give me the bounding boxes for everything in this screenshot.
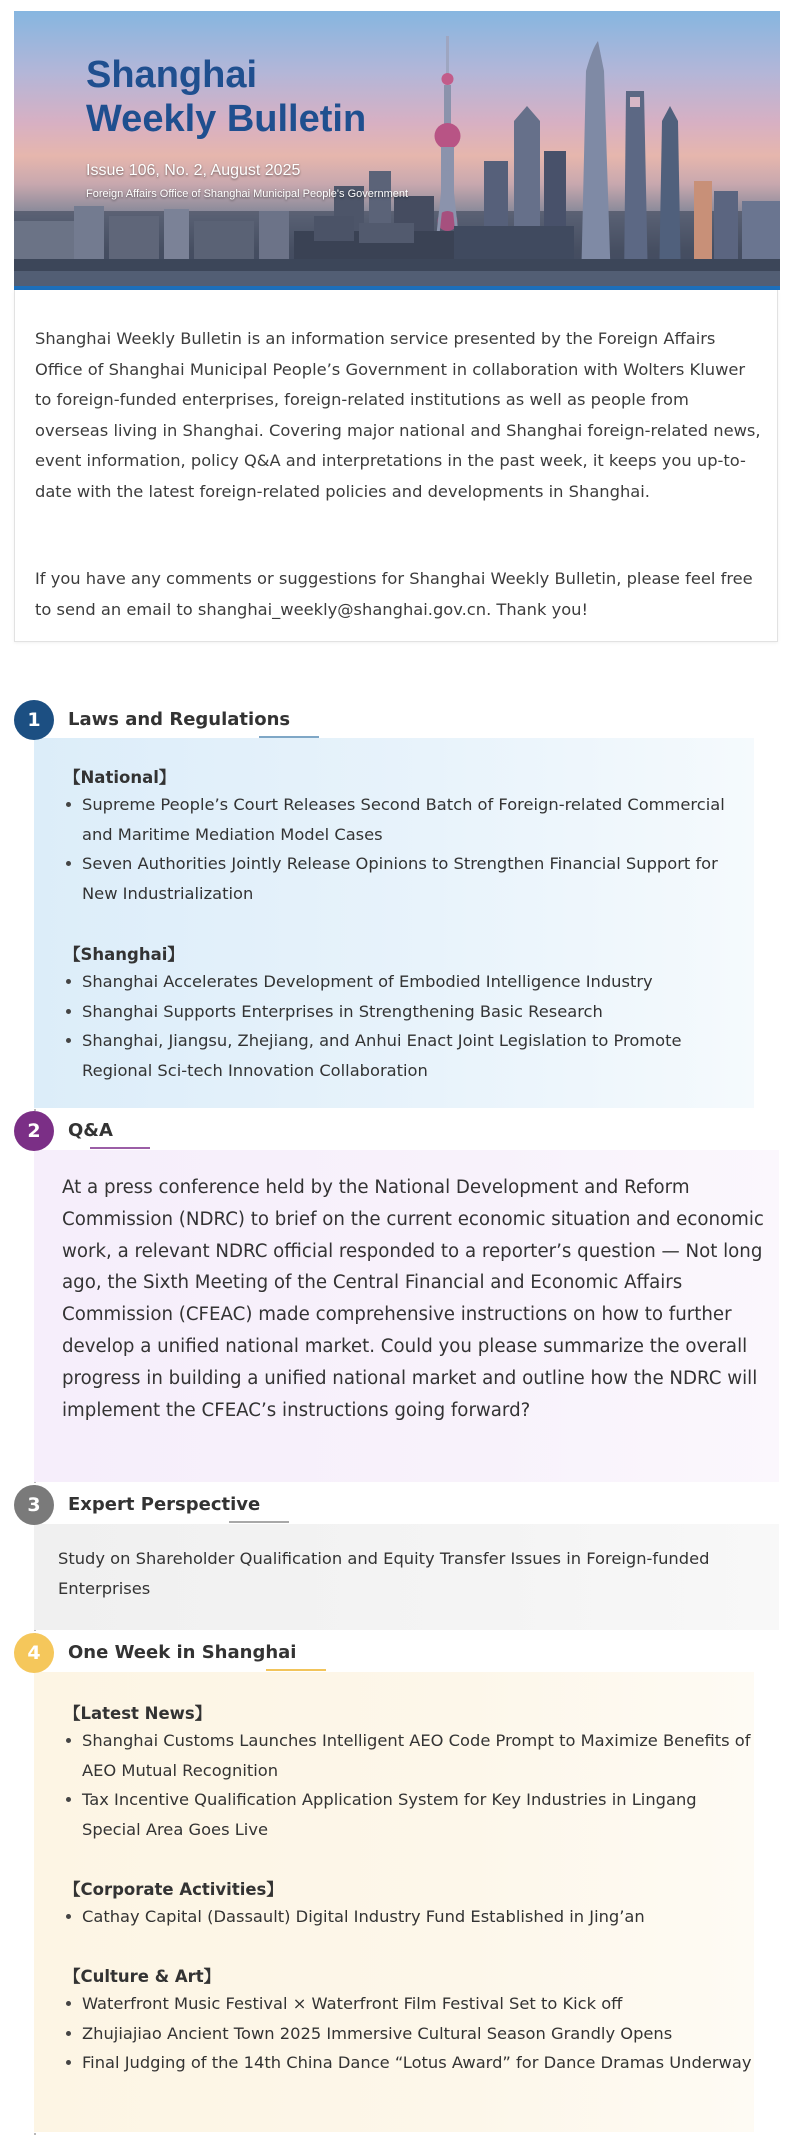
laws-panel — [34, 738, 754, 1108]
title-underline — [90, 1147, 150, 1149]
section-number-badge: 2 — [14, 1111, 54, 1151]
section-number-badge: 3 — [14, 1485, 54, 1525]
intro-card — [14, 290, 778, 642]
corporate-list — [64, 1902, 754, 1932]
contact-paragraph: If you have any comments or suggestions for Shanghai Weekly Bulletin, please feel free to send an email to shanghai_weekly@shanghai.gov.cn. Thank you! — [35, 569, 753, 619]
issue-number: Issue 106, No. 2, August 2025 — [86, 162, 301, 179]
culture-list — [64, 1989, 754, 2078]
list-item[interactable]: Cathay Capital (Dassault) Digital Industry Fund Established in Jing’an — [64, 1902, 754, 1932]
list-item[interactable]: Final Judging of the 14th China Dance “Lotus Award” for Dance Dramas Underway — [64, 2048, 754, 2078]
list-item[interactable]: Tax Incentive Qualification Application System for Key Industries in Lingang Special Area Goes Live — [64, 1785, 754, 1844]
latest-news-list — [64, 1726, 754, 1844]
list-item[interactable]: Zhujiajiao Ancient Town 2025 Immersive Cultural Season Grandly Opens — [64, 2019, 754, 2049]
list-item[interactable]: Seven Authorities Jointly Release Opinions to Strengthen Financial Support for New Industrialization — [64, 849, 754, 908]
culture-label: 【Culture & Art】 — [64, 1967, 221, 1986]
list-item[interactable]: Shanghai Accelerates Development of Embodied Intelligence Industry — [64, 967, 754, 997]
expert-panel — [34, 1524, 779, 1630]
header-banner — [14, 11, 780, 290]
national-label: 【National】 — [64, 768, 176, 787]
corporate-label: 【Corporate Activities】 — [64, 1880, 283, 1899]
list-item[interactable]: Waterfront Music Festival × Waterfront Film Festival Set to Kick off — [64, 1989, 754, 2019]
section-number-badge: 4 — [14, 1633, 54, 1673]
qa-question[interactable]: At a press conference held by the National Development and Reform Commission (NDRC) to brief on the current economic situation and economic work, a relevant NDRC official responded to a reporter’s question — Not long ago, the Sixth Meeting of the Central Financial and Economic Affairs Commission (CFEAC) made comprehensive instructions on how to further develop a unified national market. Could you please summarize the overall progress in building a unified national market and outline how the NDRC will implement the CFEAC’s instructions going forward? — [62, 1177, 764, 1421]
section-title: Expert Perspective — [68, 1494, 261, 1515]
expert-article[interactable]: Study on Shareholder Qualification and Equity Transfer Issues in Foreign-funded Enterprises — [58, 1549, 710, 1598]
list-item[interactable]: Shanghai Customs Launches Intelligent AEO Code Prompt to Maximize Benefits of AEO Mutual Recognition — [64, 1726, 754, 1785]
title-underline — [259, 736, 319, 738]
week-panel — [34, 1672, 754, 2132]
shanghai-list — [64, 967, 754, 1085]
list-item[interactable]: Supreme People’s Court Releases Second Batch of Foreign-related Commercial and Maritime Mediation Model Cases — [64, 790, 754, 849]
banner-title: Shanghai Weekly Bulletin — [86, 54, 367, 140]
section-number-badge: 1 — [14, 700, 54, 740]
list-item[interactable]: Shanghai, Jiangsu, Zhejiang, and Anhui Enact Joint Legislation to Promote Regional Sci-tech Innovation Collaboration — [64, 1026, 754, 1085]
qa-panel — [34, 1150, 779, 1482]
title-underline — [229, 1521, 289, 1523]
latest-news-label: 【Latest News】 — [64, 1704, 212, 1723]
publisher-office: Foreign Affairs Office of Shanghai Municipal People's Government — [86, 188, 409, 200]
shanghai-label: 【Shanghai】 — [64, 945, 184, 964]
national-list — [64, 790, 754, 908]
title-underline — [266, 1669, 326, 1671]
intro-paragraph: Shanghai Weekly Bulletin is an information service presented by the Foreign Affairs Office of Shanghai Municipal People’s Government in collaboration with Wolters Kluwer to foreign-funded enterprises, foreign-related institutions as well as people from overseas living in Shanghai. Covering major national and Shanghai foreign-related news, event information, policy Q&A and interpretations in the past week, it keeps you up-to-date with the latest foreign-related policies and developments in Shanghai. — [35, 329, 761, 501]
section-title: One Week in Shanghai — [68, 1642, 297, 1663]
list-item[interactable]: Shanghai Supports Enterprises in Strengthening Basic Research — [64, 997, 754, 1027]
section-title: Laws and Regulations — [68, 709, 291, 730]
section-title: Q&A — [68, 1120, 113, 1141]
